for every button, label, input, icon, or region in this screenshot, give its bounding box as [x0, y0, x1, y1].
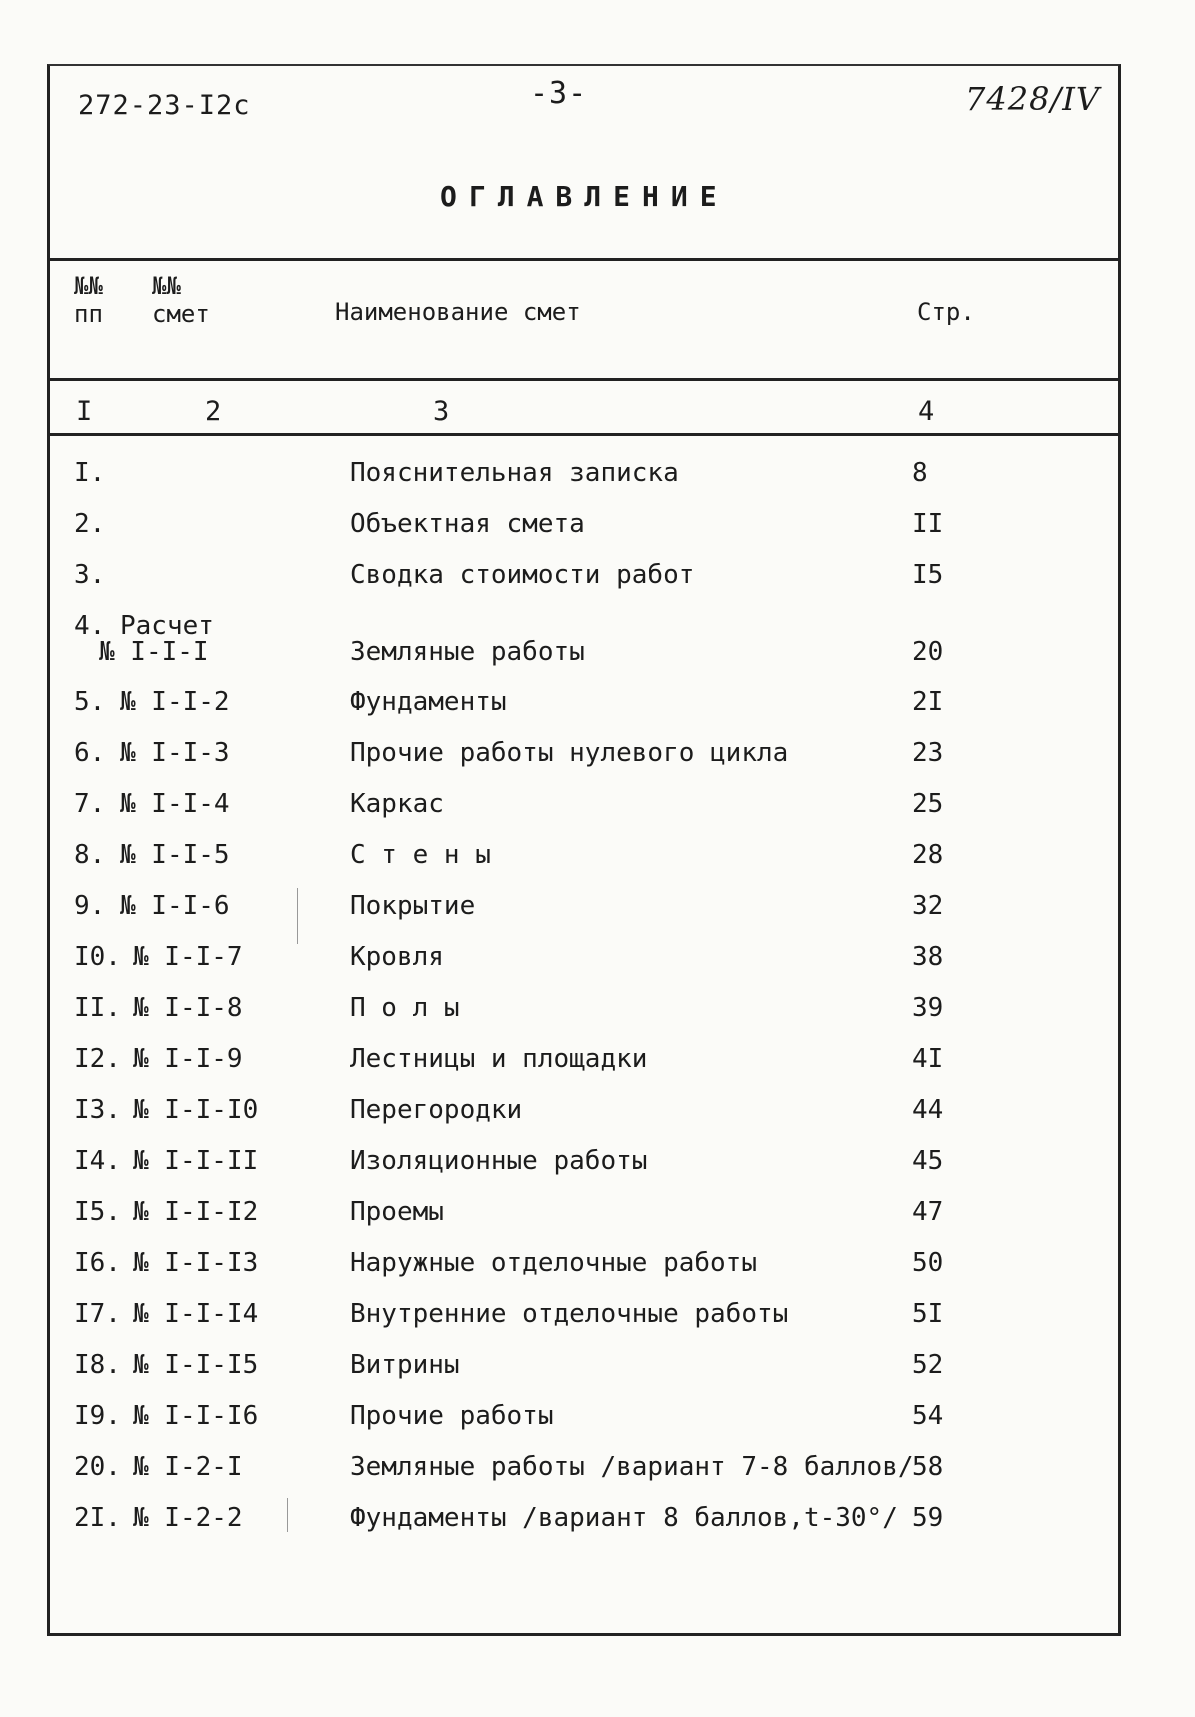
table-row	[0, 1299, 1195, 1350]
row-number: I9.	[74, 1401, 121, 1431]
row-page: 44	[912, 1095, 944, 1125]
row-code: № I-I-2	[120, 687, 230, 717]
row-code: № I-2-2	[133, 1503, 243, 1533]
row-number: I8.	[74, 1350, 121, 1380]
row-page: 2I	[912, 687, 944, 717]
col-number-3: 3	[433, 396, 450, 427]
row-number: I.	[74, 458, 106, 488]
row-page: 47	[912, 1197, 944, 1227]
row-page: 38	[912, 942, 944, 972]
row-code: № I-I-II	[133, 1146, 259, 1176]
row-name: Прочие работы	[350, 1401, 554, 1431]
row-page: 39	[912, 993, 944, 1023]
row-number: 6.	[74, 738, 106, 768]
row-number: 2.	[74, 509, 106, 539]
row-page: 52	[912, 1350, 944, 1380]
col-number-4: 4	[918, 396, 935, 427]
table-row	[0, 1095, 1195, 1146]
row-name: Каркас	[350, 789, 444, 819]
row-page: 5I	[912, 1299, 944, 1329]
row-name: Фундаменты	[350, 687, 507, 717]
row-name: Земляные работы /вариант 7-8 баллов/	[350, 1452, 914, 1482]
row-name: Сводка стоимости работ	[350, 560, 695, 590]
row-name: Кровля	[350, 942, 444, 972]
row-number: 20.	[74, 1452, 121, 1482]
table-row	[0, 1350, 1195, 1401]
row-number: I3.	[74, 1095, 121, 1125]
page-number: -3-	[530, 76, 588, 111]
table-row	[0, 840, 1195, 891]
row-page: 8	[912, 458, 928, 488]
row-number: I2.	[74, 1044, 121, 1074]
table-row	[0, 993, 1195, 1044]
row-name: С т е н ы	[350, 840, 491, 870]
row-number: 5.	[74, 687, 106, 717]
col-header-name: Наименование смет	[335, 298, 581, 326]
table-row	[0, 458, 1195, 509]
row-page: 54	[912, 1401, 944, 1431]
table-row	[0, 942, 1195, 993]
row-number: 8.	[74, 840, 106, 870]
row-number: 4.	[74, 611, 106, 641]
row-number: I0.	[74, 942, 121, 972]
table-row	[0, 738, 1195, 789]
row-page: 59	[912, 1503, 944, 1533]
row-page: 20	[912, 637, 944, 667]
row-number: 2I.	[74, 1503, 121, 1533]
row-name: Прочие работы нулевого цикла	[350, 738, 789, 768]
row-code: № I-I-I0	[133, 1095, 259, 1125]
row-number: 7.	[74, 789, 106, 819]
row-code: № I-I-9	[133, 1044, 243, 1074]
toc-table	[0, 458, 1195, 1554]
col-header-number: №№ пп	[74, 272, 103, 328]
row-code: № I-I-I3	[133, 1248, 259, 1278]
col-number-1: I	[76, 396, 93, 427]
row-code: № I-I-7	[133, 942, 243, 972]
table-row	[0, 1146, 1195, 1197]
table-row	[0, 891, 1195, 942]
table-row	[0, 687, 1195, 738]
row-number: I6.	[74, 1248, 121, 1278]
row-page: 4I	[912, 1044, 944, 1074]
row-code: Расчет	[120, 611, 214, 641]
row-number: 9.	[74, 891, 106, 921]
row-name: Наружные отделочные работы	[350, 1248, 757, 1278]
row-code: № I-I-I5	[133, 1350, 259, 1380]
row-code: № I-I-I2	[133, 1197, 259, 1227]
page-title: ОГЛАВЛЕНИЕ	[440, 180, 729, 213]
row-name: Лестницы и площадки	[350, 1044, 648, 1074]
row-number: I7.	[74, 1299, 121, 1329]
row-code: № I-I-I6	[133, 1401, 259, 1431]
row-page: 25	[912, 789, 944, 819]
table-row	[0, 611, 1195, 687]
inventory-number: 7428/IV	[965, 80, 1100, 118]
row-number: I5.	[74, 1197, 121, 1227]
doc-code: 272-23-I2c	[78, 90, 251, 121]
row-page: 23	[912, 738, 944, 768]
row-code-detail: № I-I-I	[99, 637, 209, 667]
row-number: I4.	[74, 1146, 121, 1176]
table-row	[0, 789, 1195, 840]
row-code: № I-I-6	[120, 891, 230, 921]
table-row	[0, 1248, 1195, 1299]
row-name: Витрины	[350, 1350, 460, 1380]
row-name: Покрытие	[350, 891, 476, 921]
row-name: Внутренние отделочные работы	[350, 1299, 789, 1329]
row-code: № I-I-4	[120, 789, 230, 819]
row-name: П о л ы	[350, 993, 460, 1023]
row-page: 50	[912, 1248, 944, 1278]
row-name: Фундаменты /вариант 8 баллов,t-30°/	[350, 1503, 898, 1533]
row-name: Земляные работы	[350, 637, 585, 667]
row-page: 32	[912, 891, 944, 921]
row-name: Проемы	[350, 1197, 444, 1227]
row-name: Перегородки	[350, 1095, 523, 1125]
row-name: Объектная смета	[350, 509, 585, 539]
header-bottom-rule	[47, 378, 1121, 381]
row-code: № I-I-3	[120, 738, 230, 768]
table-row	[0, 1197, 1195, 1248]
row-name: Пояснительная записка	[350, 458, 679, 488]
row-page: 28	[912, 840, 944, 870]
col-header-estimate: №№ смет	[152, 272, 210, 328]
row-number: 3.	[74, 560, 106, 590]
table-row	[0, 1452, 1195, 1503]
row-code: № I-I-I4	[133, 1299, 259, 1329]
col-number-2: 2	[205, 396, 222, 427]
row-code: № I-I-5	[120, 840, 230, 870]
table-row	[0, 1044, 1195, 1095]
table-row	[0, 560, 1195, 611]
colnum-bottom-rule	[47, 433, 1121, 436]
col-header-page: Стр.	[917, 298, 975, 326]
row-page: II	[912, 509, 944, 539]
table-row	[0, 1503, 1195, 1554]
table-top-rule	[47, 258, 1121, 261]
row-name: Изоляционные работы	[350, 1146, 648, 1176]
row-number: II.	[74, 993, 121, 1023]
table-row	[0, 509, 1195, 560]
row-code: № I-I-8	[133, 993, 243, 1023]
table-row	[0, 1401, 1195, 1452]
row-code: № I-2-I	[133, 1452, 243, 1482]
row-page: 58	[912, 1452, 944, 1482]
row-page: 45	[912, 1146, 944, 1176]
row-page: I5	[912, 560, 944, 590]
